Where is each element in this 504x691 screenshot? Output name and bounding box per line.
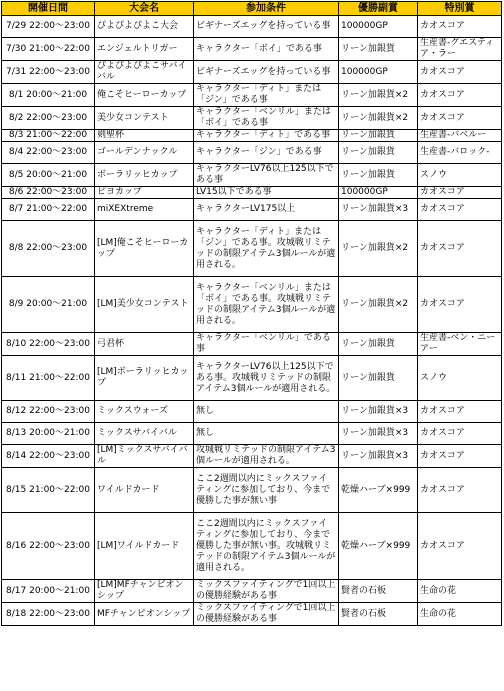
table-row (2, 130, 502, 142)
row-sub-prize: 賢者の石板 (339, 580, 418, 603)
row-date: 8/10 22:00～23:00 (2, 333, 95, 356)
row-special-prize: 生産書-ベン・ニーアー (418, 333, 502, 356)
row-condition: キャラクターLV76以上125以下である事。攻城戦リミテッドの制限アイテム3個ルールが適用される。 (194, 356, 339, 401)
table-header-row (2, 2, 502, 16)
row-date: 8/2 22:00～23:00 (2, 107, 95, 130)
row-date: 8/18 22:00～23:00 (2, 603, 95, 626)
row-condition: キャラクター「ボイ」である事 (194, 38, 339, 61)
row-special-prize: 生命の花 (418, 603, 502, 626)
row-special-prize: カオスコア (418, 107, 502, 130)
row-tournament-name: ピヨカップ (95, 187, 194, 199)
row-sub-prize: リーン加銀貨 (339, 38, 418, 61)
row-special-prize: カオスコア (418, 61, 502, 84)
row-tournament-name: ミックスサバイバル (95, 423, 194, 445)
table-row (2, 468, 502, 513)
row-condition: ここ2週間以内にミックスファイティングに参加しており、今まで優勝した事が無い事 (194, 468, 339, 513)
row-tournament-name: 弓君杯 (95, 333, 194, 356)
row-condition: LV15以下である事 (194, 187, 339, 199)
row-condition: キャラクター「ディト」または「ジン」である事。攻城戦リミテッドの制限アイテム3個ルールが適用される。 (194, 221, 339, 277)
row-date: 8/3 21:00～22:00 (2, 130, 95, 142)
row-date: 8/16 22:00～23:00 (2, 513, 95, 580)
row-date: 8/1 20:00～21:00 (2, 84, 95, 107)
row-tournament-name: [LM]俺こそヒーローカップ (95, 221, 194, 277)
row-sub-prize: リーン加銀貨×2 (339, 84, 418, 107)
table-row (2, 107, 502, 130)
row-special-prize: スノウ (418, 356, 502, 401)
row-sub-prize: リーン加銀貨×2 (339, 221, 418, 277)
row-tournament-name: ぴよぴよぴよこサバイバル (95, 61, 194, 84)
table-row (2, 142, 502, 164)
header-name: 大会名 (95, 2, 194, 16)
table-row (2, 221, 502, 277)
row-date: 8/14 22:00～23:00 (2, 445, 95, 468)
row-tournament-name: ワイルドカード (95, 468, 194, 513)
row-sub-prize: 乾燥ハーブ×999 (339, 468, 418, 513)
row-condition: キャラクター「ベンリル」または「ボイ」である事 (194, 107, 339, 130)
row-special-prize: カオスコア (418, 401, 502, 423)
table-row (2, 356, 502, 401)
table-row (2, 38, 502, 61)
row-condition: 無し (194, 423, 339, 445)
row-special-prize: カオスコア (418, 16, 502, 38)
row-sub-prize: リーン加銀貨 (339, 130, 418, 142)
row-sub-prize: 賢者の石板 (339, 603, 418, 626)
row-sub-prize: 100000GP (339, 61, 418, 84)
table-row (2, 187, 502, 199)
row-sub-prize: リーン加銀貨×2 (339, 277, 418, 333)
row-condition: キャラクター「ベンリル」または「ボイ」である事。攻城戦リミテッドの制限アイテム3個ルールが適用される。 (194, 277, 339, 333)
row-date: 7/31 22:00～23:00 (2, 61, 95, 84)
row-special-prize: カオスコア (418, 187, 502, 199)
table-body (2, 16, 502, 626)
row-condition: 攻城戦リミテッドの制限アイテム3個ルールが適用される。 (194, 445, 339, 468)
row-sub-prize: リーン加銀貨 (339, 164, 418, 187)
row-tournament-name: エンジェルトリガー (95, 38, 194, 61)
row-tournament-name: [LM]MFチャンピオンシップ (95, 580, 194, 603)
row-condition: ビギナーズエッグを持っている事 (194, 16, 339, 38)
table-row (2, 580, 502, 603)
row-condition: ミックスファイティングで1回以上の優勝経験がある事 (194, 580, 339, 603)
row-condition: キャラクター「ジン」である事 (194, 142, 339, 164)
table-row (2, 445, 502, 468)
table-row (2, 199, 502, 221)
table-row (2, 603, 502, 626)
row-sub-prize: リーン加銀貨 (339, 333, 418, 356)
tournament-schedule-table (1, 1, 502, 626)
row-date: 8/15 21:00～22:00 (2, 468, 95, 513)
row-special-prize: カオスコア (418, 199, 502, 221)
table-row (2, 401, 502, 423)
row-tournament-name: ボーラリッヒカップ (95, 164, 194, 187)
row-special-prize: カオスコア (418, 423, 502, 445)
row-tournament-name: 美少女コンテスト (95, 107, 194, 130)
row-condition: キャラクターLV175以上 (194, 199, 339, 221)
row-special-prize: カオスコア (418, 84, 502, 107)
header-sub-prize: 優勝副賞 (339, 2, 418, 16)
row-sub-prize: リーン加銀貨×3 (339, 445, 418, 468)
header-date: 開催日間 (2, 2, 95, 16)
row-tournament-name: [LM]ミックスサバイバル (95, 445, 194, 468)
row-sub-prize: リーン加銀貨 (339, 142, 418, 164)
table-row (2, 61, 502, 84)
table-row (2, 16, 502, 38)
row-sub-prize: リーン加銀貨×3 (339, 423, 418, 445)
row-special-prize: カオスコア (418, 513, 502, 580)
row-tournament-name: MFチャンピオンシップ (95, 603, 194, 626)
row-condition: ビギナーズエッグを持っている事 (194, 61, 339, 84)
row-date: 8/5 20:00～21:00 (2, 164, 95, 187)
row-condition: 無し (194, 401, 339, 423)
row-date: 7/30 21:00～22:00 (2, 38, 95, 61)
header-special-prize: 特別賞 (418, 2, 502, 16)
row-special-prize: カオスコア (418, 468, 502, 513)
row-date: 7/29 22:00～23:00 (2, 16, 95, 38)
table-row (2, 513, 502, 580)
row-date: 8/4 22:00～23:00 (2, 142, 95, 164)
table-row (2, 277, 502, 333)
row-date: 8/13 20:00～21:00 (2, 423, 95, 445)
row-sub-prize: リーン加銀貨×2 (339, 107, 418, 130)
row-tournament-name: 剣聖杯 (95, 130, 194, 142)
row-tournament-name: ゴールデンナックル (95, 142, 194, 164)
row-sub-prize: リーン加銀貨 (339, 356, 418, 401)
row-sub-prize: 100000GP (339, 187, 418, 199)
row-date: 8/12 22:00～23:00 (2, 401, 95, 423)
row-special-prize: スノウ (418, 164, 502, 187)
row-sub-prize: 100000GP (339, 16, 418, 38)
table-row (2, 164, 502, 187)
row-tournament-name: 俺こそヒーローカップ (95, 84, 194, 107)
row-date: 8/11 21:00～22:00 (2, 356, 95, 401)
row-tournament-name: [LM]ボーラリッヒカップ (95, 356, 194, 401)
row-date: 8/6 22:00～23:00 (2, 187, 95, 199)
row-sub-prize: リーン加銀貨×3 (339, 401, 418, 423)
table-row (2, 333, 502, 356)
row-condition: キャラクター「ディト」または「ジン」である事 (194, 84, 339, 107)
row-sub-prize: 乾燥ハーブ×999 (339, 513, 418, 580)
row-condition: ミックスファイティングで1回以上の優勝経験がある事 (194, 603, 339, 626)
row-condition: キャラクターLV76以上125以下である事 (194, 164, 339, 187)
row-tournament-name: ぴよぴよぴよこ大会 (95, 16, 194, 38)
row-tournament-name: miXEXtreme (95, 199, 194, 221)
row-condition: ここ2週間以内にミックスファイティングに参加しており、今まで優勝した事が無い事。攻城戦リミテッドの制限アイテム3個ルールが適用される。 (194, 513, 339, 580)
row-condition: キャラクター「ディト」である事 (194, 130, 339, 142)
row-special-prize: カオスコア (418, 277, 502, 333)
row-special-prize: 生命の花 (418, 580, 502, 603)
row-date: 8/17 20:00～21:00 (2, 580, 95, 603)
row-date: 8/8 22:00～23:00 (2, 221, 95, 277)
row-date: 8/7 21:00～22:00 (2, 199, 95, 221)
row-special-prize: 生産書-バベルー (418, 130, 502, 142)
table-row (2, 84, 502, 107)
row-special-prize: カオスコア (418, 221, 502, 277)
row-condition: キャラクター「ベンリル」である事 (194, 333, 339, 356)
row-tournament-name: [LM]ワイルドカード (95, 513, 194, 580)
row-date: 8/9 20:00～21:00 (2, 277, 95, 333)
row-tournament-name: [LM]美少女コンテスト (95, 277, 194, 333)
row-special-prize: 生産書-グエスティア・ラー (418, 38, 502, 61)
header-condition: 参加条件 (194, 2, 339, 16)
row-sub-prize: リーン加銀貨×3 (339, 199, 418, 221)
row-tournament-name: ミックスウォーズ (95, 401, 194, 423)
row-special-prize: カオスコア (418, 445, 502, 468)
table-row (2, 423, 502, 445)
row-special-prize: 生産書-バロック- (418, 142, 502, 164)
